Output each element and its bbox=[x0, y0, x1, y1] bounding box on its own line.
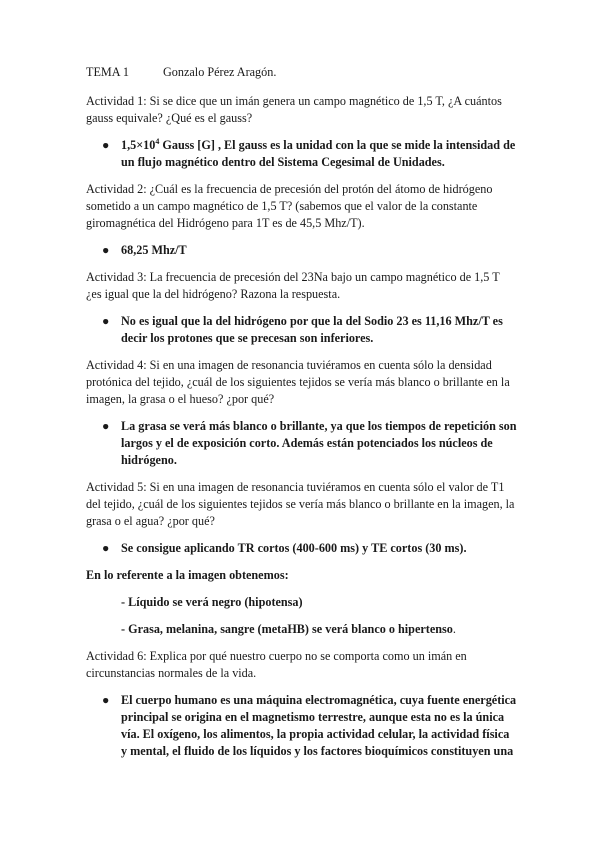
bullet-icon: ● bbox=[102, 419, 110, 433]
activity-2-answer bbox=[86, 242, 518, 259]
answer-text: No es igual que la del hidrógeno por que la del Sodio 23 es 11,16 Mhz/T es decir los protones que se precesan son inferiores. bbox=[121, 314, 503, 345]
activity-2-answer-list bbox=[86, 242, 518, 259]
activity-6-answer bbox=[86, 692, 518, 760]
activity-1-question: Actividad 1: Si se dice que un imán genera un campo magnético de 1,5 T, ¿A cuántos gauss equivale? ¿Qué es el gauss? bbox=[86, 94, 502, 125]
activity-3-question: Actividad 3: La frecuencia de precesión del 23Na bajo un campo magnético de 1,5 T ¿es igual que la del hidrógeno? Razona la respuesta. bbox=[86, 270, 500, 301]
activity-5-note: En lo referente a la imagen obtenemos: bbox=[86, 568, 289, 582]
answer-text: 68,25 Mhz/T bbox=[121, 243, 187, 257]
activity-4-question: Actividad 4: Si en una imagen de resonancia tuviéramos en cuenta sólo la densidad protónica del tejido, ¿cuál de los siguientes tejidos se vería más blanco o brillante en la imagen, la grasa o el hueso? ¿por qué? bbox=[86, 358, 510, 406]
bullet-icon: ● bbox=[102, 243, 110, 257]
activity-1-answer bbox=[86, 137, 518, 171]
bullet-icon: ● bbox=[102, 314, 110, 328]
answer-value: 1,5×10 bbox=[121, 138, 156, 152]
answer-exponent: 4 bbox=[155, 136, 160, 146]
activity-2-question: Actividad 2: ¿Cuál es la frecuencia de precesión del protón del átomo de hidrógeno sometido a un campo magnético de 1,5 T? (sabemos que el valor de la constante giromagnética del Hidrógeno para 1T es de 45,5 Mhz/T). bbox=[86, 182, 493, 230]
answer-text: Gauss [G] , El gauss es la unidad con la que se mide la intensidad de un flujo magnético dentro del Sistema Cegesimal de Unidades. bbox=[121, 138, 516, 169]
answer-text: Se consigue aplicando TR cortos (400-600 ms) y TE cortos (30 ms). bbox=[121, 541, 467, 555]
activity-5-answer bbox=[86, 540, 518, 557]
answer-text: La grasa se verá más blanco o brillante, ya que los tiempos de repetición son largos y el de exposición corto. Además están potenciados los núcleos de hidrógeno. bbox=[121, 419, 517, 467]
activity-5-item-2 bbox=[121, 621, 518, 638]
activity-5-item-1: - Líquido se verá negro (hipotensa) bbox=[121, 595, 303, 609]
document-header bbox=[86, 64, 518, 81]
activity-4-answer bbox=[86, 418, 518, 469]
bullet-icon: ● bbox=[102, 541, 110, 555]
item-2-text: - Grasa, melanina, sangre (metaHB) se verá blanco o hipertenso bbox=[121, 622, 453, 636]
activity-3-answer bbox=[86, 313, 518, 347]
document-page bbox=[86, 64, 518, 770]
author-name: Gonzalo Pérez Aragón. bbox=[163, 65, 277, 79]
activity-4-answer-list bbox=[86, 418, 518, 469]
activity-6-question: Actividad 6: Explica por qué nuestro cuerpo no se comporta como un imán en circunstancias normales de la vida. bbox=[86, 649, 467, 680]
activity-5-question: Actividad 5: Si en una imagen de resonancia tuviéramos en cuenta sólo el valor de T1 del tejido, ¿cuál de los siguientes tejidos se vería más blanco o brillante en la imagen, la grasa o el agua? ¿por qué? bbox=[86, 480, 515, 528]
activity-6-answer-list bbox=[86, 692, 518, 760]
activity-3-answer-list bbox=[86, 313, 518, 347]
activity-1-answer-list bbox=[86, 137, 518, 171]
topic-label: TEMA 1 bbox=[86, 65, 129, 79]
activity-5-answer-list bbox=[86, 540, 518, 557]
bullet-icon: ● bbox=[102, 138, 110, 152]
bullet-icon: ● bbox=[102, 693, 110, 707]
item-2-period: . bbox=[452, 622, 456, 636]
answer-text: El cuerpo humano es una máquina electromagnética, cuya fuente energética principal se origina en el magnetismo terrestre, aunque esta no es la única vía. El oxígeno, los alimentos, la propia actividad celular, la actividad física y mental, el fluido de los líquidos y los factores bioquímicos constituyen una bbox=[121, 693, 517, 758]
